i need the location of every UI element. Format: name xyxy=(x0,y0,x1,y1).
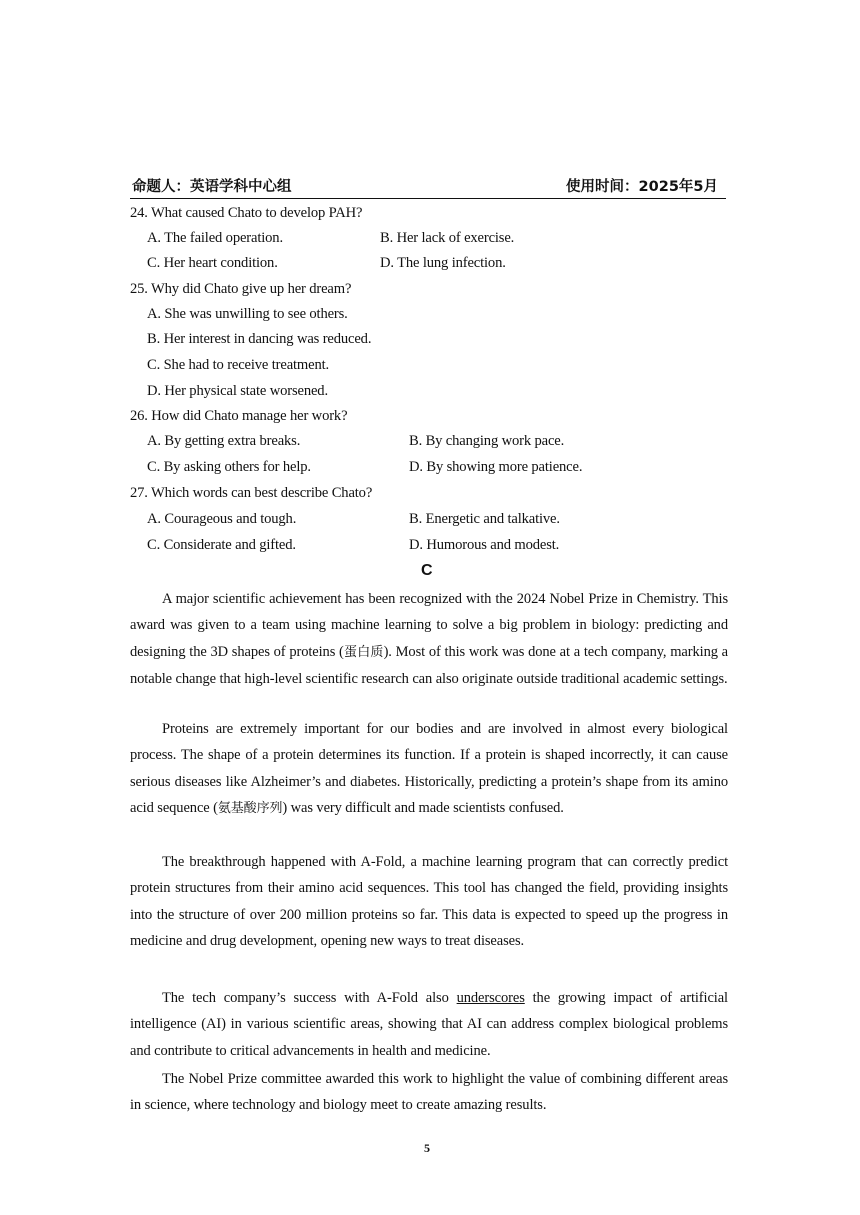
question-24-option-c: C. Her heart condition. xyxy=(147,255,278,271)
question-25-option-a: A. She was unwilling to see others. xyxy=(147,306,348,322)
passage-paragraph-1 xyxy=(130,586,728,692)
paragraph-2-chinese-gloss: 氨基酸序列 xyxy=(217,800,283,816)
paragraph-5-text: The Nobel Prize committee awarded this work to highlight the value of combining different areas in science, where technology and biology meet to create amazing results. xyxy=(130,1071,728,1114)
section-heading: C xyxy=(421,562,433,579)
question-27-stem: 27. Which words can best describe Chato? xyxy=(130,485,373,501)
underlined-word: underscores xyxy=(456,990,525,1006)
paragraph-4-text-b: the growing impact of artificial intelligence (AI) in various scientific areas, showing that AI can address complex biological problems and contribute to critical advancements in health and medicine. xyxy=(130,990,728,1059)
header-date: 使用时间：2025年5月 xyxy=(566,179,718,195)
question-27-option-a: A. Courageous and tough. xyxy=(147,511,297,527)
header-author: 命题人：英语学科中心组 xyxy=(132,179,292,195)
paragraph-1-text-b: ). Most of this work was done at a tech company, marking a notable change that high-level scientific research can also originate outside traditional academic settings. xyxy=(130,643,728,687)
passage-paragraph-5 xyxy=(130,1066,728,1119)
question-26-option-c: C. By asking others for help. xyxy=(147,459,311,475)
page-header xyxy=(130,172,726,199)
question-24-option-b: B. Her lack of exercise. xyxy=(380,230,515,246)
paragraph-1-text-a: A major scientific achievement has been recognized with the 2024 Nobel Prize in Chemistry. This award was given to a team using machine learning to solve a big problem in biology: predicting and designing the 3D shapes of proteins ( xyxy=(130,591,728,660)
question-24-stem: 24. What caused Chato to develop PAH? xyxy=(130,205,363,221)
question-27-option-c: C. Considerate and gifted. xyxy=(147,537,296,553)
question-27-option-d: D. Humorous and modest. xyxy=(409,537,560,553)
page-number: 5 xyxy=(424,1141,430,1155)
question-27-option-b: B. Energetic and talkative. xyxy=(409,511,560,527)
question-25-option-c: C. She had to receive treatment. xyxy=(147,357,330,373)
paragraph-2-text-b: ) was very difficult and made scientists confused. xyxy=(282,799,564,816)
paragraph-2-text-a: Proteins are extremely important for our bodies and are involved in almost every biological process. The shape of a protein determines its function. If a protein is shaped incorrectly, it can cause serious diseases like Alzheimer’s and diabetes. Historically, predicting a protein’s shape from its amino acid sequence ( xyxy=(130,721,728,816)
passage-paragraph-3 xyxy=(130,849,728,954)
question-24-option-a: A. The failed operation. xyxy=(147,230,283,246)
paragraph-1-chinese-gloss: 蛋白质 xyxy=(343,644,384,660)
question-26-stem: 26. How did Chato manage her work? xyxy=(130,408,348,424)
question-26-option-d: D. By showing more patience. xyxy=(409,459,583,475)
question-26-option-a: A. By getting extra breaks. xyxy=(147,433,301,449)
question-25-stem: 25. Why did Chato give up her dream? xyxy=(130,281,352,297)
paragraph-4-text-a: The tech company’s success with A-Fold also xyxy=(162,990,457,1006)
paragraph-3-text: The breakthrough happened with A-Fold, a machine learning program that can correctly predict protein structures from their amino acid sequences. This tool has changed the field, providing insights into the structure of over 200 million proteins so far. This data is expected to speed up the progress in medicine and drug development, opening new ways to treat diseases. xyxy=(130,854,728,949)
question-24-option-d: D. The lung infection. xyxy=(380,255,506,271)
passage-paragraph-4 xyxy=(130,985,728,1064)
question-26-option-b: B. By changing work pace. xyxy=(409,433,565,449)
passage-paragraph-2 xyxy=(130,716,728,822)
question-25-option-d: D. Her physical state worsened. xyxy=(147,383,328,399)
question-25-option-b: B. Her interest in dancing was reduced. xyxy=(147,331,372,347)
